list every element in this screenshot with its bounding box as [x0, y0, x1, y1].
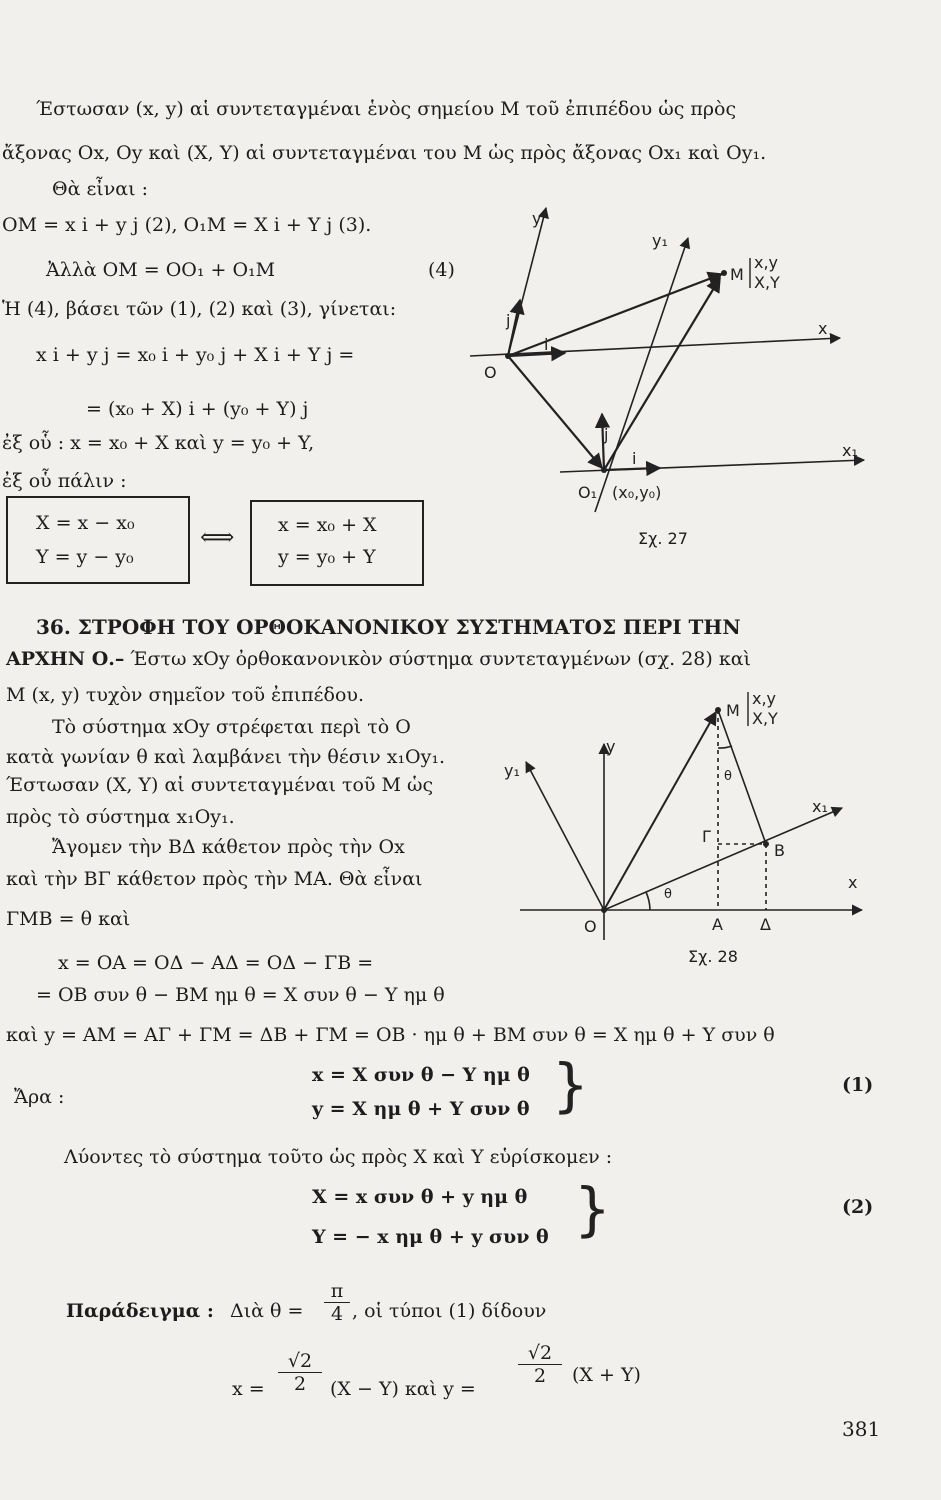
result-text: (X − Y) καὶ y = — [330, 1378, 476, 1400]
text-line: Ἡ (4), βάσει τῶν (1), (2) καὶ (3), γίνεται: — [2, 298, 397, 320]
text-line: ἐξ οὗ πάλιν : — [2, 470, 127, 492]
label-y1: y₁ — [504, 761, 520, 780]
angle-arc-O — [646, 892, 650, 910]
label-A: A — [712, 915, 723, 934]
label-M-coords-top: x,y — [754, 253, 779, 272]
segment-OM — [604, 712, 716, 910]
label-M-coords-bot: X,Y — [752, 709, 778, 728]
fraction-pi-4 — [324, 1280, 350, 1325]
label-B: B — [774, 841, 785, 860]
equation-line: x = OA = OΔ − AΔ = OΔ − ΓB = — [58, 952, 374, 974]
label-O: O — [484, 363, 497, 382]
equation-line: καὶ y = AM = AΓ + ΓM = ΔB + ΓM = OB · ημ θ + BM συν θ = X ημ θ + Y συν θ — [6, 1024, 775, 1046]
denominator: 4 — [330, 1303, 344, 1325]
text-line: Ἄρα : — [14, 1086, 65, 1108]
text-line: Έστωσαν (X, Y) αἱ συντεταγμέναι τοῦ Μ ὡς — [6, 774, 434, 796]
right-brace: } — [552, 1051, 589, 1119]
text-line: Μ (x, y) τυχὸν σημεῖον τοῦ ἐπιπέδου. — [6, 684, 364, 706]
formula-1b: y = X ημ θ + Y συν θ — [312, 1098, 530, 1120]
example-label: Παράδειγμα : — [66, 1300, 214, 1322]
label-D: Δ — [760, 915, 771, 934]
box-eq: Y = y − y₀ — [36, 546, 134, 568]
text-line: ἄξονας Ox, Oy καὶ (X, Y) αἱ συντεταγμέναι του Μ ὡς πρὸς ἄξονας Ox₁ καὶ Oy₁. — [2, 142, 767, 164]
label-x: x — [848, 873, 858, 892]
figure-28-caption: Σχ. 28 — [688, 947, 738, 966]
figure-27-caption: Σχ. 27 — [638, 529, 688, 548]
label-M: M — [726, 701, 740, 720]
numerator: √2 — [278, 1350, 322, 1373]
page-number: 381 — [842, 1417, 881, 1441]
label-G: Γ — [702, 827, 711, 846]
equation-line: = OB συν θ − BM ημ θ = X συν θ − Y ημ θ — [36, 984, 445, 1006]
label-y1: y₁ — [652, 231, 668, 250]
fraction-sqrt2-2 — [518, 1342, 562, 1387]
equation-line: x i + y j = x₀ i + y₀ j + X i + Y j = — [36, 344, 355, 366]
text-line: Ἄγομεν τὴν ΒΔ κάθετον πρὸς τὴν Οx — [52, 836, 405, 858]
label-O1-coords: (x₀,y₀) — [612, 483, 662, 502]
box-eq: x = x₀ + X — [278, 514, 377, 536]
right-brace: } — [574, 1175, 611, 1243]
result-text: x = — [232, 1378, 265, 1400]
text-line: πρὸς τὸ σύστημα x₁Oy₁. — [6, 806, 235, 828]
fraction-sqrt2-2 — [278, 1350, 322, 1395]
label-x1: x₁ — [842, 441, 858, 460]
text-line: καὶ τὴν ΒΓ κάθετον πρὸς τὴν ΜΑ. Θὰ εἶναι — [6, 868, 423, 890]
text-line: Λύοντες τὸ σύστημα τοῦτο ὡς πρὸς Χ καὶ Υ εὑρίσκομεν : — [64, 1146, 613, 1168]
box-eq: X = x − x₀ — [36, 512, 135, 534]
box-eq: y = y₀ + Y — [278, 546, 376, 568]
angle-arc-M — [718, 746, 732, 748]
denominator: 2 — [533, 1365, 547, 1387]
equivalence-arrow: ⟺ — [200, 523, 235, 551]
text-line: κατὰ γωνίαν θ καὶ λαμβάνει τὴν θέσιν x₁Oy₁. — [6, 746, 446, 768]
formula-2a: X = x συν θ + y ημ θ — [312, 1186, 528, 1208]
label-y: y — [606, 737, 616, 756]
numerator: π — [324, 1280, 350, 1303]
equation-number: (1) — [842, 1074, 874, 1096]
example-text: , οἱ τύποι (1) δίδουν — [352, 1300, 547, 1322]
axis-y1 — [526, 762, 604, 910]
denominator: 2 — [293, 1373, 307, 1395]
equation-number: (2) — [842, 1196, 874, 1218]
formula-2b: Y = − x ημ θ + y συν θ — [312, 1226, 549, 1248]
label-O1: O₁ — [578, 483, 598, 502]
equation-line: = (x₀ + X) i + (y₀ + Y) j — [86, 398, 309, 420]
numerator: √2 — [518, 1342, 562, 1365]
example-text: Διὰ θ = — [230, 1300, 304, 1322]
label-theta-O: θ — [664, 887, 672, 902]
result-text: (X + Y) — [572, 1364, 641, 1386]
section-heading-cont: ΑΡΧΗΝ Ο.– — [6, 648, 125, 670]
text-line: ΓMB = θ καὶ — [6, 908, 131, 930]
text-line: Θὰ εἶναι : — [52, 178, 149, 200]
label-i: i — [544, 335, 549, 354]
label-M-coords-bot: X,Y — [754, 273, 780, 292]
equation-line: Ἀλλὰ OM = OO₁ + O₁M — [46, 259, 276, 281]
label-j: j — [506, 311, 511, 330]
text-line: Τὸ σύστημα xOy στρέφεται περὶ τὸ Ο — [52, 716, 411, 738]
equation-number: (4) — [428, 259, 455, 281]
label-M-coords-top: x,y — [752, 689, 777, 708]
label-M: M — [730, 265, 744, 284]
label-y: y — [532, 209, 542, 228]
text-line: Έστωσαν (x, y) αἱ συντεταγμέναι ἑνὸς σημείου Μ τοῦ ἐπιπέδου ὡς πρὸς — [36, 98, 737, 120]
axis-x1 — [604, 808, 842, 910]
text-line: ἐξ οὗ : x = x₀ + X καὶ y = y₀ + Y, — [2, 432, 315, 454]
text-line: Έστω xOy ὀρθοκανονικὸν σύστημα συντεταγμένων (σχ. 28) καὶ — [124, 648, 751, 670]
equation-line: OM = x i + y j (2), O₁M = X i + Y j (3). — [2, 214, 372, 236]
label-j1: j — [604, 425, 609, 444]
label-i1: i — [632, 449, 637, 468]
label-theta-M: θ — [724, 769, 732, 784]
label-x: x — [818, 319, 828, 338]
label-x1: x₁ — [812, 797, 828, 816]
section-heading: 36. ΣΤΡΟΦΗ ΤΟΥ ΟΡΘΟΚΑΝΟΝΙΚΟΥ ΣΥΣΤΗΜΑΤΟΣ ΠΕΡΙ ΤΗΝ — [36, 615, 741, 639]
label-O: O — [584, 917, 597, 936]
formula-1a: x = X συν θ − Y ημ θ — [312, 1064, 530, 1086]
